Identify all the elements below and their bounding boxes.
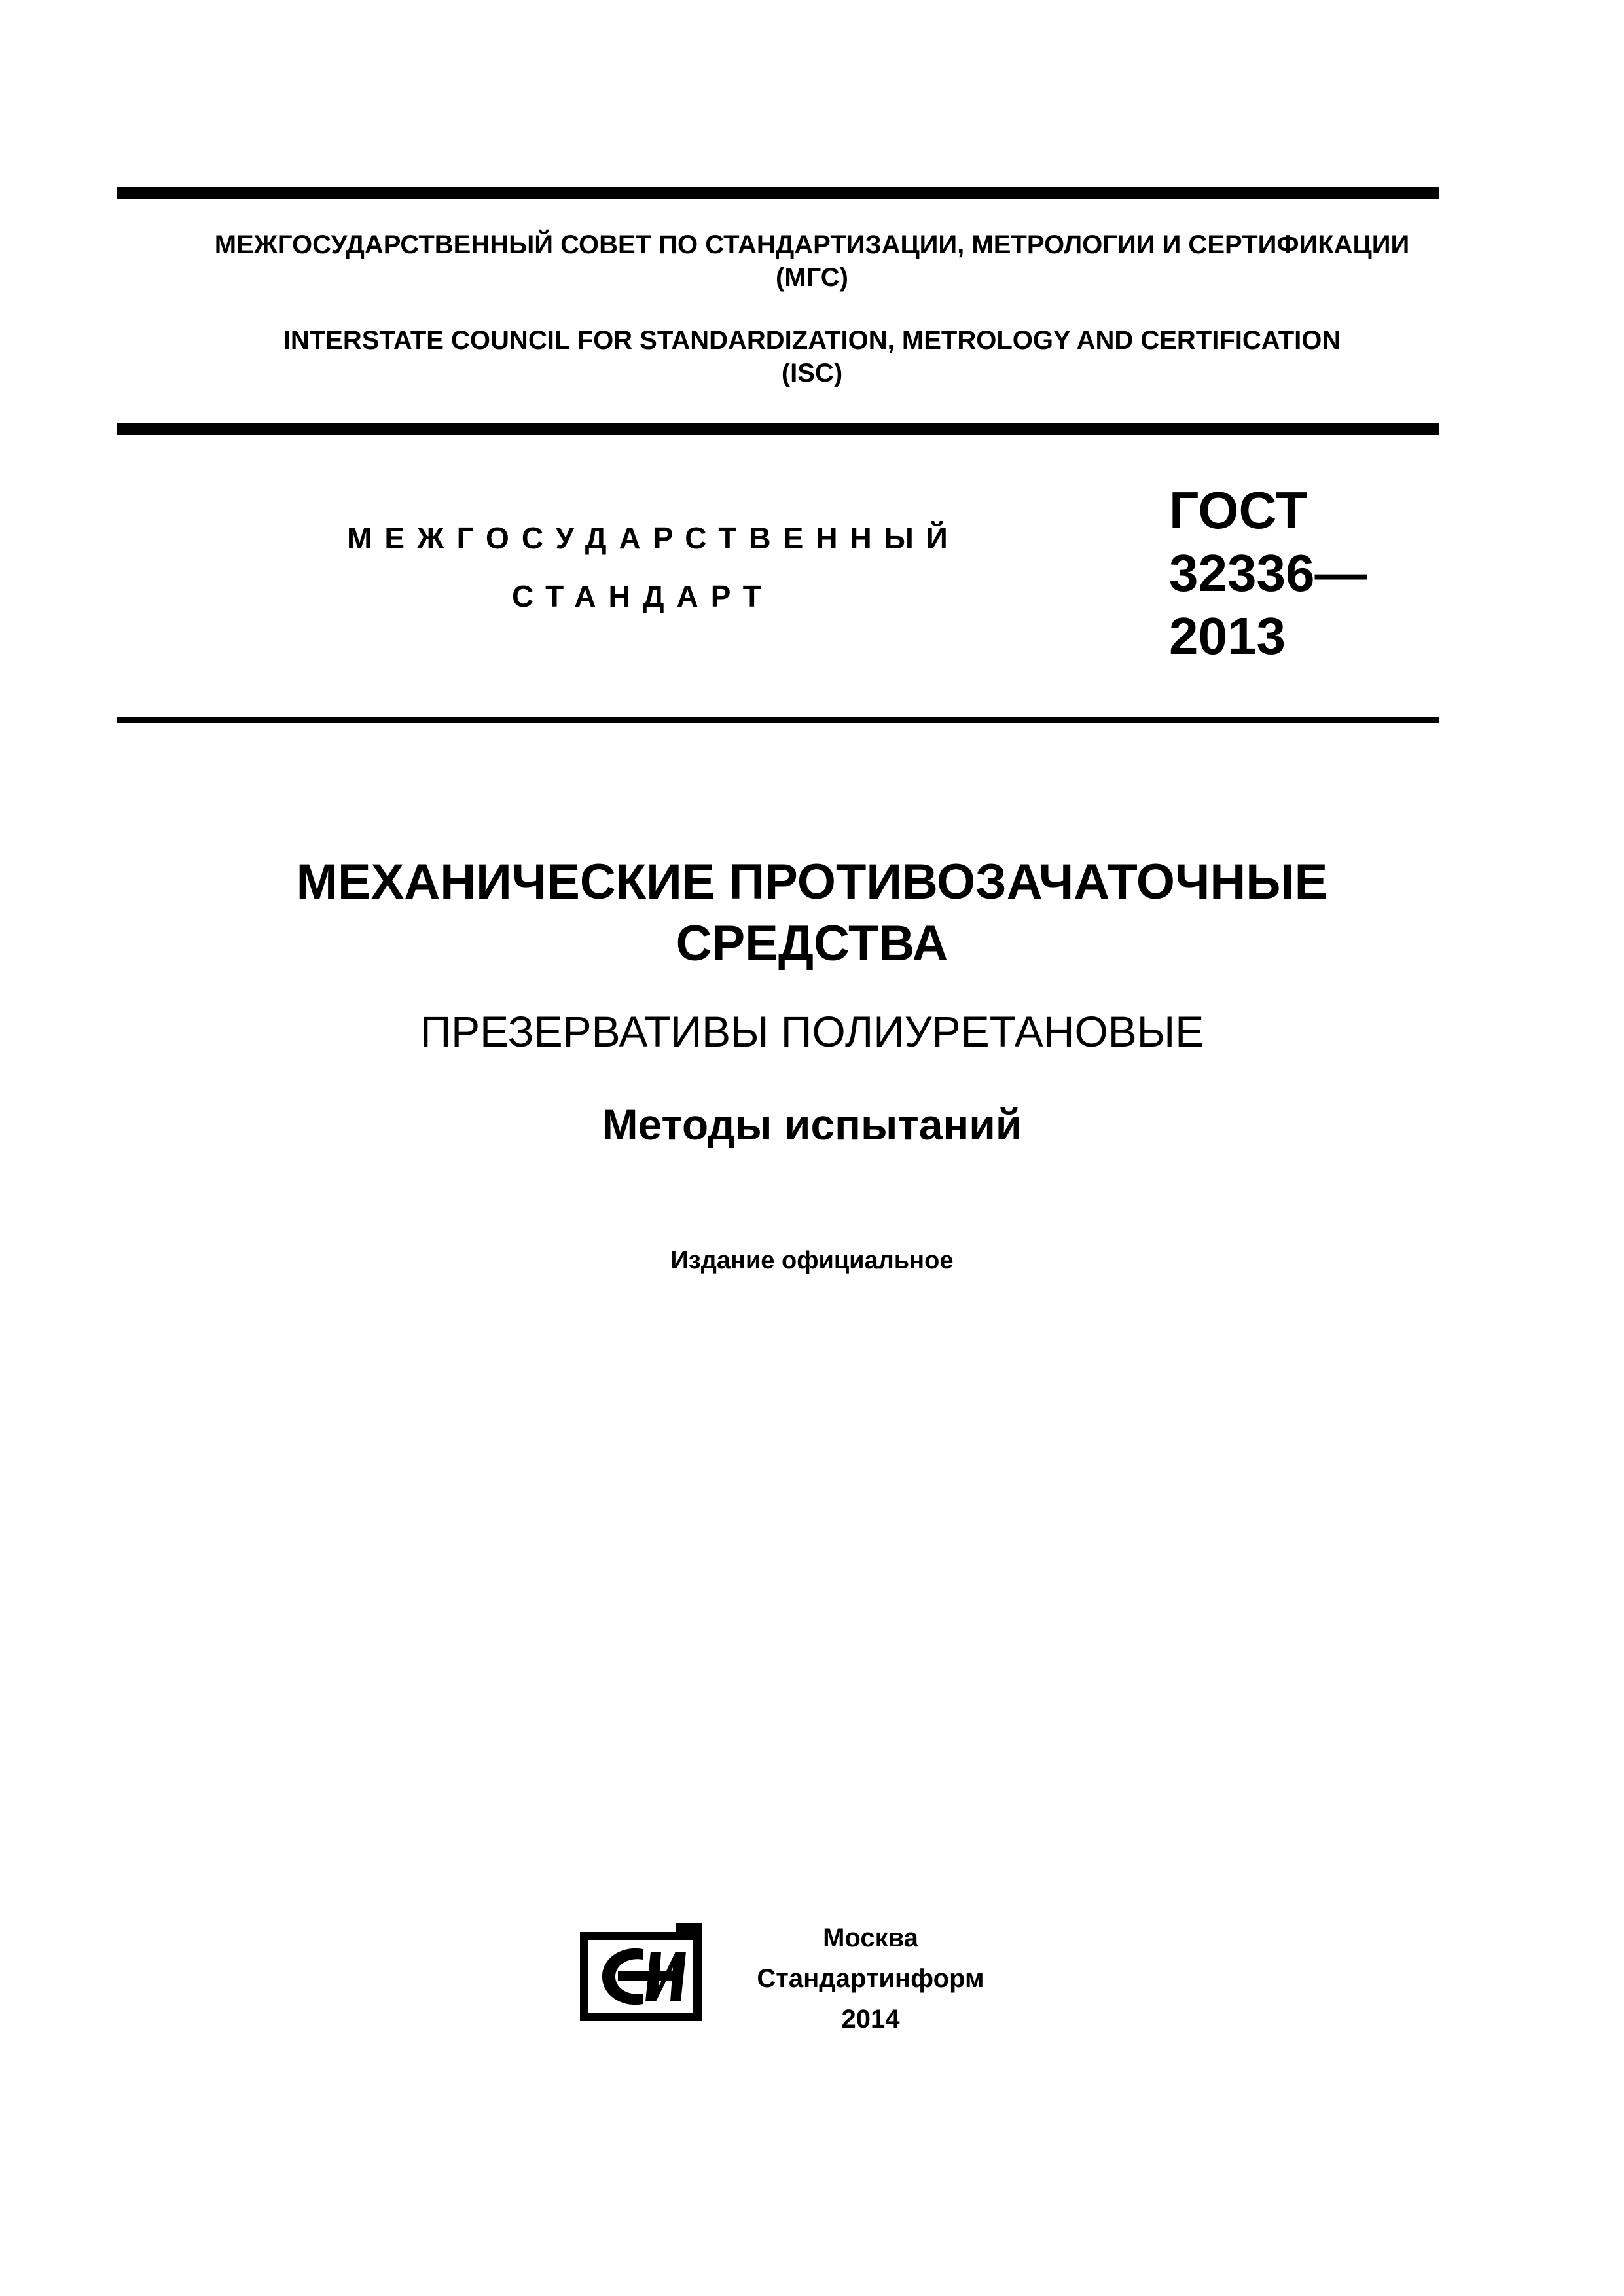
council-abbr-en: (ISC) (781, 359, 843, 387)
standartinform-logo-icon (577, 1919, 706, 2024)
publisher-year: 2014 (841, 2005, 900, 2034)
publisher-block (707, 1918, 1034, 2039)
gost-number: 32336— (1169, 544, 1367, 602)
gost-year: 2013 (1169, 607, 1286, 665)
gost-designation (1169, 479, 1367, 668)
top-divider (117, 187, 1439, 199)
standard-type-label-line2: СТАНДАРТ (512, 579, 774, 613)
publisher-name: Стандартинформ (757, 1964, 984, 1993)
gost-prefix: ГОСТ (1169, 481, 1308, 539)
lower-divider (117, 717, 1439, 723)
document-subsubtitle: Методы испытаний (602, 1100, 1022, 1149)
standard-type-label-line1: МЕЖГОСУДАРСТВЕННЫЙ (347, 521, 960, 555)
document-title-line1: МЕХАНИЧЕСКИЕ ПРОТИВОЗАЧАТОЧНЫЕ (296, 854, 1328, 910)
document-title-line2: СРЕДСТВА (676, 916, 948, 971)
middle-divider (117, 423, 1439, 435)
document-subtitle: ПРЕЗЕРВАТИВЫ ПОЛИУРЕТАНОВЫЕ (420, 1007, 1204, 1056)
edition-note: Издание официальное (670, 1247, 954, 1274)
publisher-city: Москва (823, 1924, 918, 1952)
council-name-ru: МЕЖГОСУДАРСТВЕННЫЙ СОВЕТ ПО СТАНДАРТИЗАЦИИ, МЕТРОЛОГИИ И СЕРТИФИКАЦИИ (214, 230, 1410, 259)
council-name-en: INTERSTATE COUNCIL FOR STANDARDIZATION, METROLOGY AND CERTIFICATION (283, 326, 1341, 355)
council-abbr-ru: (МГС) (776, 263, 848, 292)
